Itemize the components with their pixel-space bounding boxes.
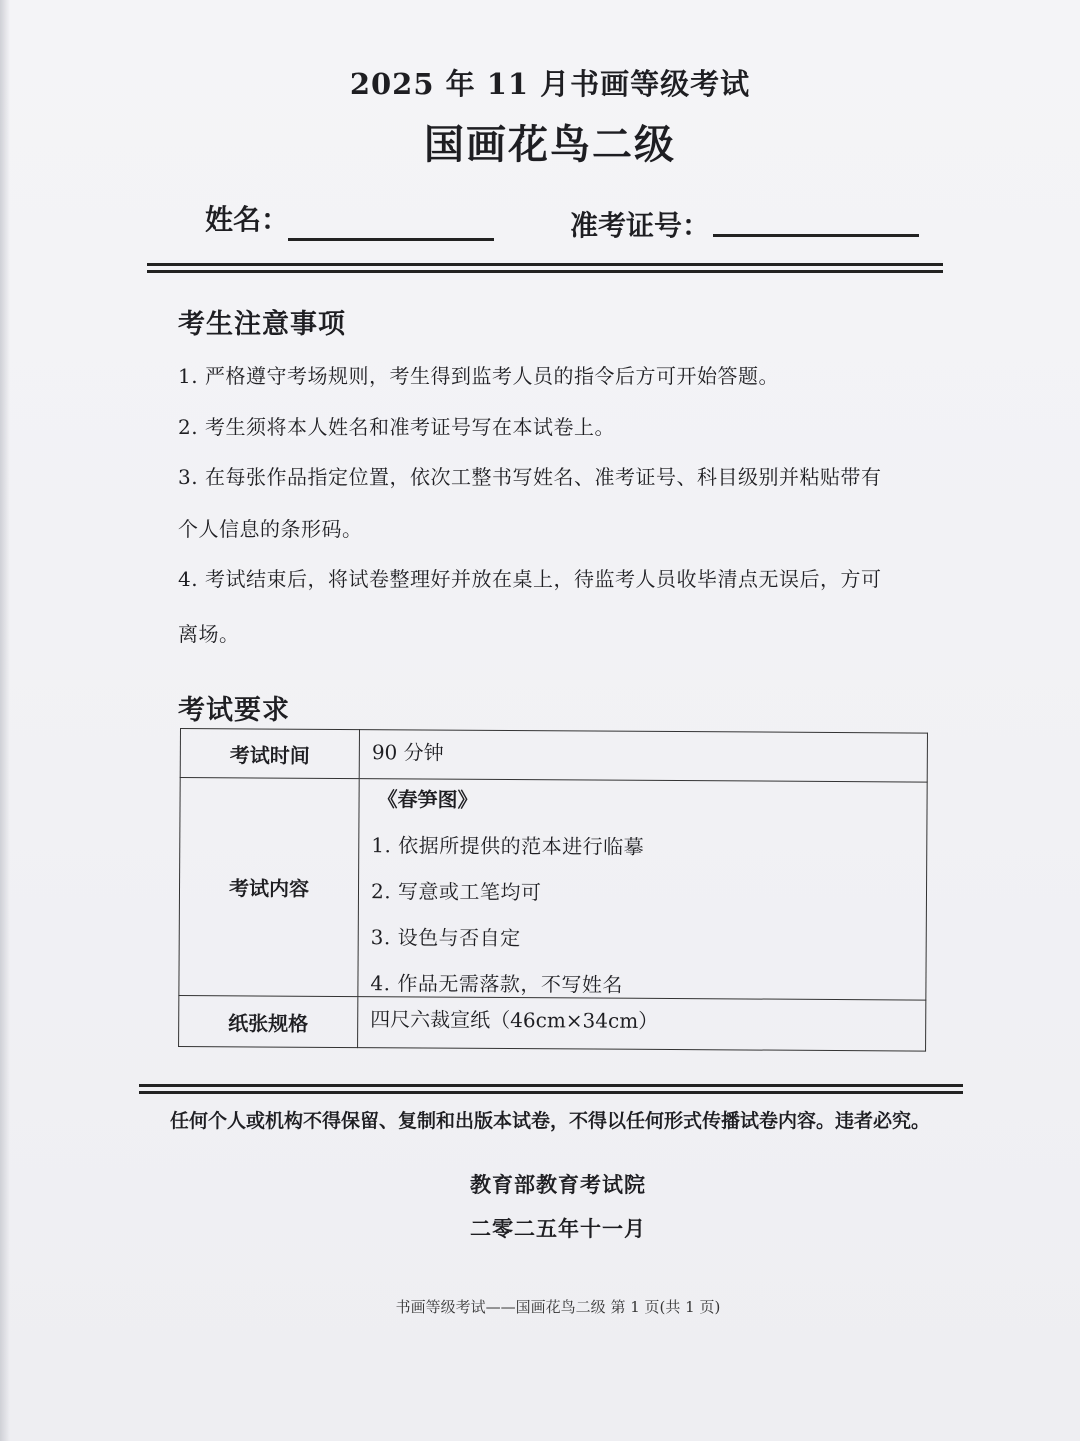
content-item: 4. 作品无需落款，不写姓名 [370, 971, 623, 997]
content-item: 2. 写意或工笔均可 [370, 879, 542, 905]
table-row [179, 995, 926, 1051]
table-row [180, 729, 927, 783]
exam-content-label: 考试内容 [179, 778, 359, 997]
notice-item-continuation: 个人信息的条形码。 [178, 517, 363, 541]
exam-time-value: 90 分钟 [359, 730, 927, 782]
issuing-authority: 教育部教育考试院 [470, 1172, 646, 1197]
page-footer: 书画等级考试——国画花鸟二级 第 1 页(共 1 页) [395, 1298, 721, 1316]
name-label: 姓名： [205, 203, 290, 236]
header-double-rule [147, 263, 943, 273]
footer-double-rule [139, 1084, 963, 1094]
paper-spec-value: 四尺六裁宣纸（46cm×34cm） [358, 997, 926, 1051]
notice-heading: 考生注意事项 [178, 309, 346, 340]
requirements-heading: 考试要求 [178, 695, 290, 726]
notice-item: 2. 考生须将本人姓名和准考证号写在本试卷上。 [178, 415, 615, 439]
artwork-title: 《春笋图》 [377, 787, 478, 812]
content-item: 1. 依据所提供的范本进行临摹 [371, 833, 645, 859]
copyright-notice: 任何个人或机构不得保留、复制和出版本试卷，不得以任何形式传播试卷内容。违者必究。 [169, 1110, 930, 1132]
notice-item: 1. 严格遵守考场规则，考生得到监考人员的指令后方可开始答题。 [178, 364, 779, 388]
paper-spec-label: 纸张规格 [179, 995, 358, 1047]
table-row [179, 778, 927, 1001]
issue-date: 二零二五年十一月 [470, 1216, 646, 1241]
name-blank-line [288, 238, 494, 241]
notice-item: 4. 考试结束后，将试卷整理好并放在桌上，待监考人员收毕清点无误后，方可 [178, 567, 882, 591]
notice-item: 3. 在每张作品指定位置，依次工整书写姓名、准考证号、科目级别并粘贴带有 [178, 465, 882, 489]
requirements-table [178, 728, 928, 1052]
content-item: 3. 设色与否自定 [370, 925, 521, 951]
notice-item-continuation: 离场。 [178, 622, 240, 646]
exam-content-cell [358, 779, 927, 1000]
exam-title: 2025 年 11 月书画等级考试 [349, 67, 751, 101]
exam-time-label: 考试时间 [180, 729, 359, 779]
admission-number-blank-line [713, 234, 919, 237]
exam-subject-title: 国画花鸟二级 [424, 121, 676, 168]
admission-number-label: 准考证号： [570, 209, 711, 242]
